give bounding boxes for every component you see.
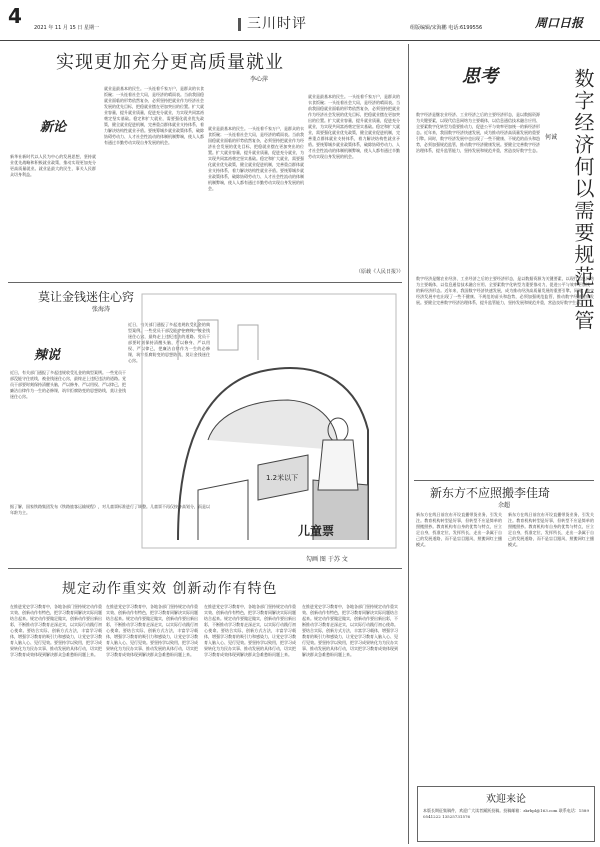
- article3-body-col3: 在推进党史学习教育中，各地各部门坚持规定动作重实效、创新动作有特色，把学习教育同解决实际问题结合起来。规定动作要做足做实，创新动作要出新出彩，不断推动学习教育走深走实，以实际行动践行初心使命。要结合实际，创新方式方法，丰富学习载体，增强学习教育的吸引力和感染力，让党史学习教育入脑入心、见行见效。要坚持学以致用，把学习成果转化为为民办实事、推动发展的具体行动，切实把学习教育成效体现到解决群众急难愁盼问题上来。: [204, 604, 296, 657]
- cartoon-sign: 1.2米以下: [266, 474, 299, 482]
- cartoon-caption: 儿童票: [298, 524, 335, 538]
- article1-body-col3: 就业是最基本的民生。一头连着千家万户，是群众的衣食饭碗；一头连着社会大局，是经济的晴雨表。当前我国稳就业面临的形势依然复杂，必须坚持把就业作为经济社会发展的优先目标，把稳就业摆在更加突出的位置。扩大就业容量，提升就业质量，促进充分就业，为实现共同富裕奠定坚实基础。稳定和扩大就业，需要强化就业优先政策，健全就业促进机制，完善重点群体就业支持体系，着力解决结构性就业矛盾。要统筹城乡就业政策体系，破除妨碍劳动力、人才社会性流动的体制机制弊端，使人人都有通过辛勤劳动实现自身发展的机会。: [308, 94, 400, 159]
- article2-title: 莫让金钱迷住心窍: [38, 290, 135, 304]
- editors-line: 组版编辑/宋海鹏 电话:6199556: [410, 25, 483, 31]
- welcome-text: 本版长期征集稿件，欢迎广大读者踊跃投稿。投稿邮箱：zkrbpl@163.com 联系电话：15890541222 13525731576: [423, 808, 589, 819]
- article2-body-col2: 近日，有关部门通报了多起违规收受礼金的典型案例。一些党员干部没能守住底线，被金钱迷住心窍，最终走上违纪违法的道路。党员干部要时刻保持清醒头脑，严以修身、严以用权、严以律己，把廉洁自律作为一生的必修课，筑牢拒腐防变的思想防线，莫让金钱迷住心窍。: [128, 322, 210, 363]
- welcome-title: 欢迎来论: [486, 794, 526, 805]
- divider: [8, 568, 402, 569]
- article4-body-lead: 数字经济是继农业经济、工业经济之后的主要经济形态，是以数据资源为关键要素，以现代信息网络为主要载体，以信息通信技术融合应用、全要素数字化转型为重要推动力，促进公平与效率更加统一的新经济形态。近年来，我国数字经济快速发展，成为推动经济高质量发展的重要引擎。同时，数字经济发展中也出现了一些不健康、不规范的苗头和趋势，必须加强规范监管，推动数字经济健康发展。要健全完善数字经济治理体系，提升监管能力，坚持发展和规范并重，营造良好数字生态。: [416, 112, 540, 153]
- article1-stamp: 新论: [40, 120, 67, 135]
- article5-author: 余超: [498, 502, 511, 509]
- column-name: 三川时评: [232, 13, 307, 33]
- article5-body-col1: 新东方在线日前宣布开设直播带货业务，引发关注。教育机构转型是好事，但转型不应是简单的照搬照抄。教育机构有自身的优势与特点，应立足自身，找准定位，发挥所长，走出一条属于自己的发展道路，而不是盲目跟风，照搬网红主播模式。: [416, 512, 502, 547]
- cartoon-credit: 勾画 图 于苏 文: [306, 556, 348, 563]
- issue-date: 2021 年 11 月 15 日 星期一: [34, 25, 99, 31]
- train-cartoon: [138, 290, 400, 552]
- masthead: [0, 0, 600, 41]
- article4-body-col1: 数字经济是继农业经济、工业经济之后的主要经济形态，是以数据资源为关键要素，以现代信息网络为主要载体，以信息通信技术融合应用、全要素数字化转型为重要推动力，促进公平与效率更加统一的新经济形态。近年来，我国数字经济快速发展，成为推动经济高质量发展的重要引擎。同时，数字经济发展中也出现了一些不健康、不规范的苗头和趋势，必须加强规范监管，推动数字经济健康发展。要健全完善数字经济治理体系，提升监管能力，坚持发展和规范并重，营造良好数字生态。: [416, 276, 594, 305]
- newspaper-logo: 周口日报: [535, 16, 584, 30]
- article5-title: 新东方不应照搬李佳琦: [430, 486, 551, 500]
- page-number: 4: [8, 4, 22, 28]
- welcome-box: [417, 786, 595, 842]
- article5-body-col2: 新东方在线日前宣布开设直播带货业务，引发关注。教育机构转型是好事，但转型不应是简单的照搬照抄。教育机构有自身的优势与特点，应立足自身，找准定位，发挥所长，走出一条属于自己的发展道路，而不是盲目跟风，照搬网红主播模式。: [508, 512, 594, 547]
- column-divider: [408, 44, 409, 844]
- article2-author: 张海涛: [92, 306, 111, 313]
- article1-body-col2: 就业是最基本的民生。一头连着千家万户，是群众的衣食饭碗；一头连着社会大局，是经济的晴雨表。当前我国稳就业面临的形势依然复杂，必须坚持把就业作为经济社会发展的优先目标，把稳就业摆在更加突出的位置。扩大就业容量，提升就业质量，促进充分就业，为实现共同富裕奠定坚实基础。稳定和扩大就业，需要强化就业优先政策，健全就业促进机制，完善重点群体就业支持体系，着力解决结构性就业矛盾。要统筹城乡就业政策体系，破除妨碍劳动力、人才社会性流动的体制机制弊端，使人人都有通过辛勤劳动实现自身发展的机会。: [208, 126, 304, 191]
- divider: [8, 282, 402, 283]
- article2-body: 近日，有关部门通报了多起违规收受礼金的典型案例。一些党员干部没能守住底线，被金钱迷住心窍，最终走上违纪违法的道路。党员干部要时刻保持清醒头脑，严以修身、严以用权、严以律己，把廉洁自律作为一生的必修课，筑牢拒腐防变的思想防线，莫让金钱迷住心窍。: [10, 370, 126, 399]
- article3-body-col4: 在推进党史学习教育中，各地各部门坚持规定动作重实效、创新动作有特色，把学习教育同解决实际问题结合起来。规定动作要做足做实，创新动作要出新出彩，不断推动学习教育走深走实，以实际行动践行初心使命。要结合实际，创新方式方法，丰富学习载体，增强学习教育的吸引力和感染力，让党史学习教育入脑入心、见行见效。要坚持学以致用，把学习成果转化为为民办实事、推动发展的具体行动，切实把学习教育成效体现到解决群众急难愁盼问题上来。: [302, 604, 398, 657]
- divider: [414, 480, 594, 481]
- article3-body-col2: 在推进党史学习教育中，各地各部门坚持规定动作重实效、创新动作有特色，把学习教育同解决实际问题结合起来。规定动作要做足做实，创新动作要出新出彩，不断推动学习教育走深走实，以实际行动践行初心使命。要结合实际，创新方式方法，丰富学习载体，增强学习教育的吸引力和感染力，让党史学习教育入脑入心、见行见效。要坚持学以致用，把学习成果转化为为民办实事、推动发展的具体行动，切实把学习教育成效体现到解决群众急难愁盼问题上来。: [106, 604, 198, 657]
- article4-title: 数字经济何以需要规范监管: [571, 68, 595, 332]
- article1-body-col1: 就业是最基本的民生。一头连着千家万户，是群众的衣食饭碗；一头连着社会大局，是经济的晴雨表。当前我国稳就业面临的形势依然复杂，必须坚持把就业作为经济社会发展的优先目标，把稳就业摆在更加突出的位置。扩大就业容量，提升就业质量，促进充分就业，为实现共同富裕奠定坚实基础。稳定和扩大就业，需要强化就业优先政策，健全就业促进机制，完善重点群体就业支持体系，着力解决结构性就业矛盾。要统筹城乡就业政策体系，破除妨碍劳动力、人才社会性流动的体制机制弊端，使人人都有通过辛勤劳动实现自身发展的机会。: [104, 86, 204, 145]
- article3-title: 规定动作重实效 创新动作有特色: [62, 581, 278, 597]
- article1-source: （原载《人民日报》）: [356, 269, 404, 275]
- article4-stamp: 思考: [462, 66, 498, 87]
- article3-body-col1: 在推进党史学习教育中，各地各部门坚持规定动作重实效、创新动作有特色，把学习教育同解决实际问题结合起来。规定动作要做足做实，创新动作要出新出彩，不断推动学习教育走深走实，以实际行动践行初心使命。要结合实际，创新方式方法，丰富学习载体，增强学习教育的吸引力和感染力，让党史学习教育入脑入心、见行见效。要坚持学以致用，把学习成果转化为为民办实事、推动发展的具体行动，切实把学习教育成效体现到解决群众急难愁盼问题上来。: [10, 604, 102, 657]
- article2-stamp: 辣说: [34, 348, 61, 363]
- article4-author: 何诚: [545, 134, 558, 141]
- article2-note: 据了解，国家铁路集团发布《铁路旅客运输规程》，对儿童票标准进行了调整。儿童票不再仅按身高划分，而是以年龄为主。: [10, 504, 210, 515]
- article1-title: 实现更加充分更高质量就业: [56, 52, 284, 73]
- article1-intro: 新华社新时代以人民为中心的发展思想，坚持就业优先战略和积极就业政策，推动实现更加充分更高质量就业。就业是最大的民生，事关人民群众切身利益。: [10, 154, 96, 177]
- article1-author: 李心萍: [250, 76, 269, 83]
